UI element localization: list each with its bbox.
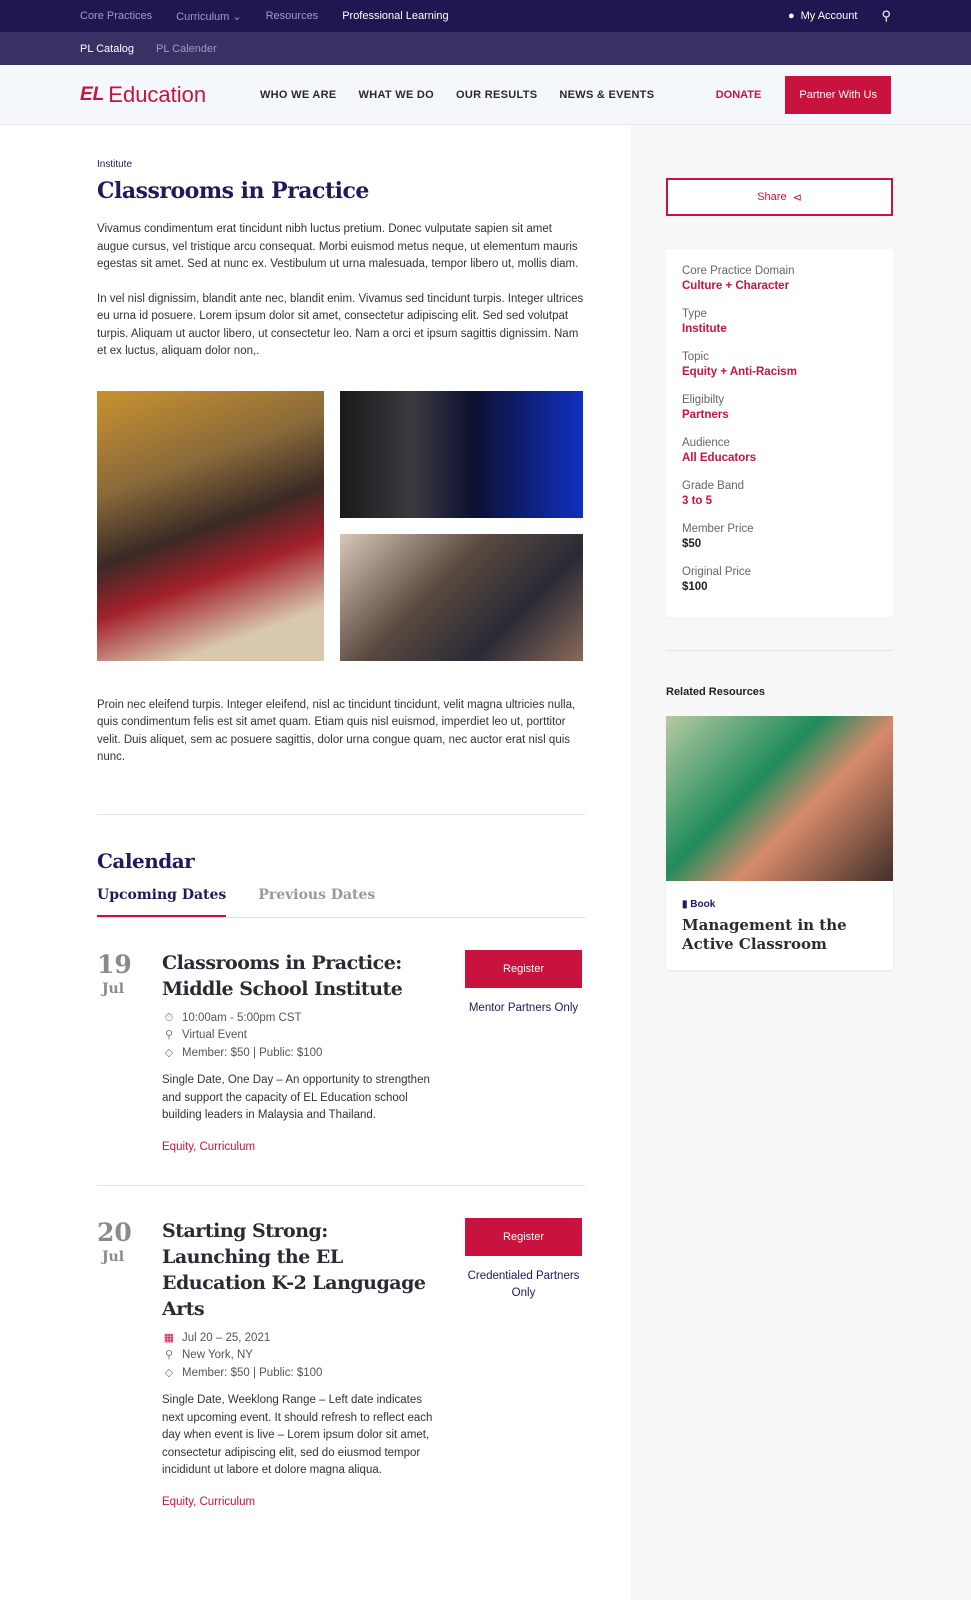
resource-type xyxy=(666,881,893,910)
event-day: 19 xyxy=(97,949,132,979)
event-date xyxy=(97,949,132,997)
nav-curriculum[interactable] xyxy=(176,10,241,23)
resource-type-label: Book xyxy=(690,899,716,910)
resource-image xyxy=(666,716,893,881)
detail-label: Grade Band xyxy=(682,480,745,492)
eligibility-note: Mentor Partners Only xyxy=(468,1001,579,1014)
ticket-icon: ◇ xyxy=(164,1366,174,1379)
presenter-photo xyxy=(340,391,583,518)
detail-label: Core Practice Domain xyxy=(682,265,795,277)
logo-text: Education xyxy=(108,81,207,107)
register-button[interactable]: Register xyxy=(465,1218,582,1256)
divider xyxy=(97,814,585,815)
event-title[interactable]: Classrooms in Practice: Middle School Institute xyxy=(162,951,403,1000)
related-resources-heading: Related Resources xyxy=(666,686,766,698)
detail-value[interactable]: Equity + Anti-Racism xyxy=(682,366,797,378)
detail-label: Topic xyxy=(682,351,709,363)
event-time: 10:00am - 5:00pm CST xyxy=(182,1011,302,1024)
sub-nav xyxy=(0,32,971,65)
main-header xyxy=(0,65,971,125)
tab-upcoming-dates[interactable]: Upcoming Dates xyxy=(97,887,226,917)
nav-curriculum-label: Curriculum xyxy=(176,10,230,23)
tab-previous-dates[interactable]: Previous Dates xyxy=(258,886,376,903)
share-button[interactable] xyxy=(666,178,893,216)
paragraph: Proin nec eleifend turpis. Integer eleifend, nisl ac tincidunt tincidunt, velit magna ultricies nulla, quis condimentum felis est sit amet quam. Etiam quis nisl euismod, imperdiet leo ut, porttitor velit. Duis aliquet, sem ac posuere sagittis, dolor urna congue quam, nec auctor erat nisl quis nunc. xyxy=(97,698,576,763)
eligibility-note: Credentialed Partners Only xyxy=(467,1269,580,1299)
logo-mark: EL xyxy=(80,83,105,105)
nav-resources[interactable]: Resources xyxy=(265,10,319,22)
event-date xyxy=(97,1217,132,1265)
event-title[interactable]: Starting Strong: Launching the EL Education K-2 Langugage Arts xyxy=(162,1219,426,1320)
register-button[interactable]: Register xyxy=(465,950,582,988)
donate-link[interactable]: DONATE xyxy=(715,88,762,101)
ticket-icon: ◇ xyxy=(164,1046,174,1059)
subnav-pl-catalog[interactable]: PL Catalog xyxy=(80,42,135,55)
nav-core-practices[interactable]: Core Practices xyxy=(80,10,153,22)
sidebar xyxy=(666,178,893,970)
detail-value[interactable]: Culture + Character xyxy=(682,280,790,292)
nav-who-we-are[interactable]: WHO WE ARE xyxy=(260,88,337,101)
location-pin-icon: ⚲ xyxy=(164,1029,174,1041)
event-description: Single Date, One Day – An opportunity to strengthen and support the capacity of EL Education school building leaders in Malaysia and Thailand. xyxy=(162,1074,430,1121)
paragraph: In vel nisl dignissim, blandit ante nec, blandit enim. Vivamus sed tincidunt turpis. Integer ultrices eu urna id posuere. Lorem ipsum dolor sit amet, consectetur adipiscing elit. Sed sed volutpat turpis. Aliquam ut auctor libero, ut consectetur leo. Nam a orci et ipsum sagittis dignissim. Nam et ex luctus, aliquam dolor non,. xyxy=(97,292,584,357)
detail-value: $50 xyxy=(682,538,702,550)
event-item xyxy=(97,918,585,1185)
share-label: Share xyxy=(757,191,787,203)
related-resource-card[interactable] xyxy=(666,716,893,970)
event-month: Jul xyxy=(101,980,125,997)
detail-label: Type xyxy=(682,308,707,320)
book-icon: ▮ xyxy=(682,899,688,910)
user-icon: ● xyxy=(787,10,795,22)
event-tags[interactable]: Equity, Curriculum xyxy=(162,1495,256,1508)
detail-label: Eligibilty xyxy=(682,394,725,406)
detail-value[interactable]: Partners xyxy=(682,409,729,421)
detail-label: Audience xyxy=(682,437,730,449)
detail-value[interactable]: Institute xyxy=(682,323,727,335)
detail-value[interactable]: All Educators xyxy=(682,452,757,464)
calendar-icon: ▦ xyxy=(163,1331,175,1344)
partner-button[interactable]: Partner With Us xyxy=(785,76,891,114)
main-content xyxy=(97,125,585,1540)
detail-value[interactable]: 3 to 5 xyxy=(682,495,713,507)
nav-what-we-do[interactable]: WHAT WE DO xyxy=(358,88,435,101)
page-title: Classrooms in Practice xyxy=(97,178,369,204)
chevron-down-icon: ⌄ xyxy=(232,10,242,23)
nav-our-results[interactable]: OUR RESULTS xyxy=(456,88,538,101)
nav-news-events[interactable]: NEWS & EVENTS xyxy=(559,88,655,101)
event-price: Member: $50 | Public: $100 xyxy=(182,1366,323,1379)
my-account-link[interactable]: My Account xyxy=(800,10,858,22)
nav-professional-learning[interactable]: Professional Learning xyxy=(342,10,449,22)
details-panel xyxy=(666,249,893,617)
event-location: Virtual Event xyxy=(182,1029,247,1041)
register-area xyxy=(465,1218,582,1303)
register-area xyxy=(465,950,582,1018)
calendar-tabs xyxy=(97,887,585,918)
event-month: Jul xyxy=(101,1248,125,1265)
event-location: New York, NY xyxy=(182,1349,253,1361)
event-tags[interactable]: Equity, Curriculum xyxy=(162,1140,256,1153)
event-day: 20 xyxy=(97,1217,132,1247)
paragraph: Vivamus condimentum erat tincidunt nibh luctus pretium. Donec vulputate sapien sit amet augue cursus, vel tristique arcu consequat. Morbi euismod metus neque, ut elementum mauris egestas sit amet. Sed at nunc ex. Vestibulum ut urna malesuada, tempor libero ut, mollis diam. xyxy=(97,223,579,270)
event-description: Single Date, Weeklong Range – Left date indicates next upcoming event. It should refresh to reflect each day when event is live – Lorem ipsum dolor sit amet, consectetur adipiscing elit, sed do eiusmod tempor incididunt ut labore et dolore magna aliqua. xyxy=(162,1394,433,1476)
detail-label: Original Price xyxy=(682,566,752,578)
event-time: Jul 20 – 25, 2021 xyxy=(182,1331,271,1344)
eyebrow: Institute xyxy=(97,159,133,170)
utility-bar xyxy=(0,0,971,32)
detail-label: Member Price xyxy=(682,523,754,535)
calendar-heading: Calendar xyxy=(97,848,195,873)
resource-title[interactable]: Management in the Active Classroom xyxy=(682,916,847,953)
clock-icon: ⏱ xyxy=(164,1011,174,1024)
logo[interactable] xyxy=(80,82,260,108)
event-item xyxy=(97,1186,585,1540)
image-gallery xyxy=(97,391,585,663)
location-pin-icon: ⚲ xyxy=(164,1349,174,1361)
divider xyxy=(666,650,893,651)
main-nav xyxy=(260,89,654,101)
event-price: Member: $50 | Public: $100 xyxy=(182,1046,323,1059)
subnav-pl-calender[interactable]: PL Calender xyxy=(156,42,217,55)
workshop-photo xyxy=(340,534,583,661)
classroom-photo xyxy=(97,391,324,661)
share-icon: ⊲ xyxy=(792,191,802,204)
search-icon[interactable]: ⚲ xyxy=(881,8,891,23)
detail-value: $100 xyxy=(682,581,708,593)
